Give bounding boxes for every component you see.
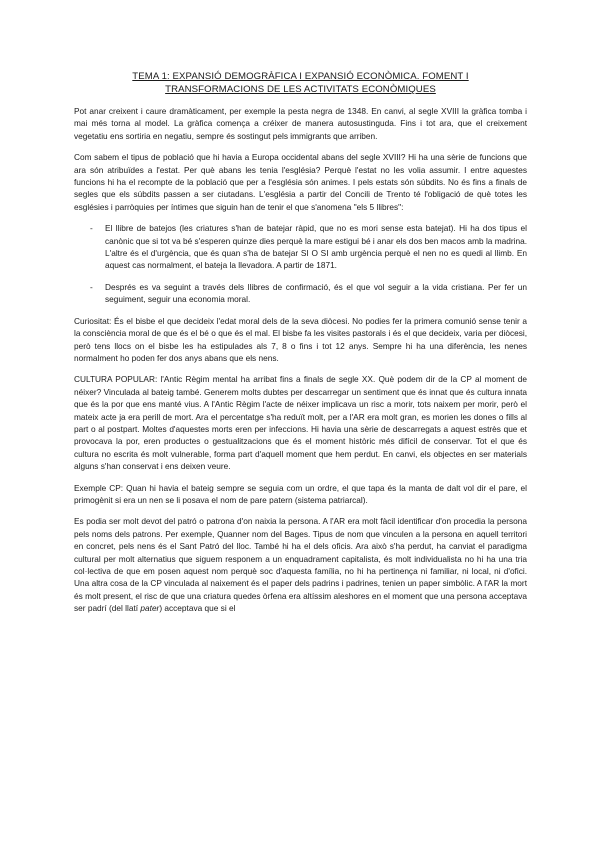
list-item-text: Després es va seguint a través dels llibres de confirmació, és el que vol seguir a la vida cristiana. Per fer un seguiment, seguir una economia moral.: [105, 281, 527, 305]
paragraph-patrons: [74, 515, 527, 614]
paragraph-patrons-text: Es podia ser molt devot del patró o patrona d'on naixia la persona. A l'AR era molt fàcil identificar d'on procedia la persona pels noms dels patrons. Per exemple, Quanner nom del Bages. Tipus de nom que vinculen a la persona en aquell territori en concret, pels nens és el Sant Patró del lloc. També hi ha el dels oficis. Ara això s'ha perdut, ha canviat el paradigma cultural per molt alternatius que siguem responem a un enquadrament capitalista, és molt individualista no hi ha una tria col·lectiva de que em posen aquest nom perquè soc d'aquesta família, no hi ha pertinença ni familiar, ni local, ni d'ofici. Una altra cosa de la CP vinculada al naixement és el paper dels padrins i padrines, tenien un paper simbòlic. A l'AR la mort és molt present, el risc de que una criatura quedes òrfena era altíssim aleshores en el moment que una persona acceptava ser padrí (del llatí: [74, 516, 527, 614]
latin-term: pater: [140, 603, 160, 614]
title-line-2: TRANSFORMACIONS DE LES ACTIVITATS ECONÒMIQUES: [165, 84, 436, 95]
title-line-1: TEMA 1: EXPANSIÓ DEMOGRÀFICA I EXPANSIÓ ECONÒMICA. FOMENT I: [132, 71, 469, 82]
list-item: [74, 222, 527, 272]
document-title: [74, 70, 527, 96]
list-item-text: El llibre de batejos (les criatures s'han de batejar ràpid, que no es mori sense esta batejat). Hi ha dos tipus el canònic que si tot va bé s'esperen quinze dies perquè la mare estigui bé i anar els dos ben macos amb la madrina. L'altre és el d'urgència, que és quan s'ha de batejar SI O SI amb urgència perquè el nen no es quedi al llimb. En aquest cas normalment, el bateja la llevadora. A partir de 1871.: [105, 223, 527, 271]
paragraph-2: Com sabem el tipus de població que hi havia a Europa occidental abans del segle XVIII? Hi ha una sèrie de funcions que ara són atribuïdes a l'estat. Per què abans les tenia l'església? Perquè l'estat no les volia assumir. I entre aquestes funcions hi ha el recompte de la població que per a l'església són animes. I pels estats són súbdits. No és fins a finals de segles que els súbdits passen a ser ciutadans. L'església a partir del Concili de Trento té l'obligació de què totes les esglésies i parròquies per íntimes que siguin han de tenir el que s'anomena "els 5 llibres":: [74, 152, 527, 212]
dash-bullet: -: [90, 223, 93, 234]
document-page: [74, 70, 527, 624]
list-item: [74, 281, 527, 306]
dash-bullet: -: [90, 281, 93, 292]
paragraph-cultura-popular: CULTURA POPULAR: l'Antic Règim mental ha arribat fins a finals de segle XX. Què podem dir de la CP al moment de néixer? Vinculada al bateig també. Generem molts dubtes per descarregar un sentiment que és innat que és cultura innata que és la por que ens manté vius. A l'Antic Règim l'acte de néixer implicava un risc a morir, tots naixem per morir, però el mateix acte ja era perill de mort. Ara el percentatge s'ha reduït molt, per a l'AR era molt gran, es morien les dones o fills al part o al postpart. Moltes d'aquestes morts eren per infeccions. Hi havia una sèrie de descarregats a aquest estrès que et provocava la por, eren productes o gestualitzacions que és el moment històric més difícil de conservar. Tot el que és cultura no escrita és molt vulnerable, forma part d'aquell moment que hem perdut. En canvi, els objectes en ser materials alguns s'han conservat i ens deixen veure.: [74, 374, 527, 472]
paragraph-patrons-end: ) acceptava que si el: [159, 603, 236, 614]
five-books-list: [74, 222, 527, 305]
paragraph-exemple-cp: Exemple CP: Quan hi havia el bateig sempre se seguia com un ordre, el que tapa és la manta de dalt vol dir el pare, el primogènit si era un nen se li posava el nom de pare patern (sistema patriarcal).: [74, 482, 527, 505]
paragraph-curiositat: Curiositat: És el bisbe el que decideix l'edat moral dels de la seva diòcesi. No podies fer la primera comunió sense tenir a la consciència moral de que és el bé o que és el mal. El bisbe fa les visites pastorals i és el que decideix, varia per diòcesi, però tens llocs on el bisbe les ha estipulades als 7, 8 o fins i tot 12 anys. Sempre hi ha una diferència, les nenes normalment ho poden fer dos anys abans que els nens.: [74, 315, 527, 363]
paragraph-1: Pot anar creixent i caure dramàticament, per exemple la pesta negra de 1348. En canvi, al segle XVIII la gràfica tomba i mai més torna al model. La gràfica comença a créixer de manera autosustinguda. Fins i tot ara, que el creixement vegetatiu ens sortiria en negatiu, sempre és sostingut pels immigrants que arriben.: [74, 106, 527, 141]
